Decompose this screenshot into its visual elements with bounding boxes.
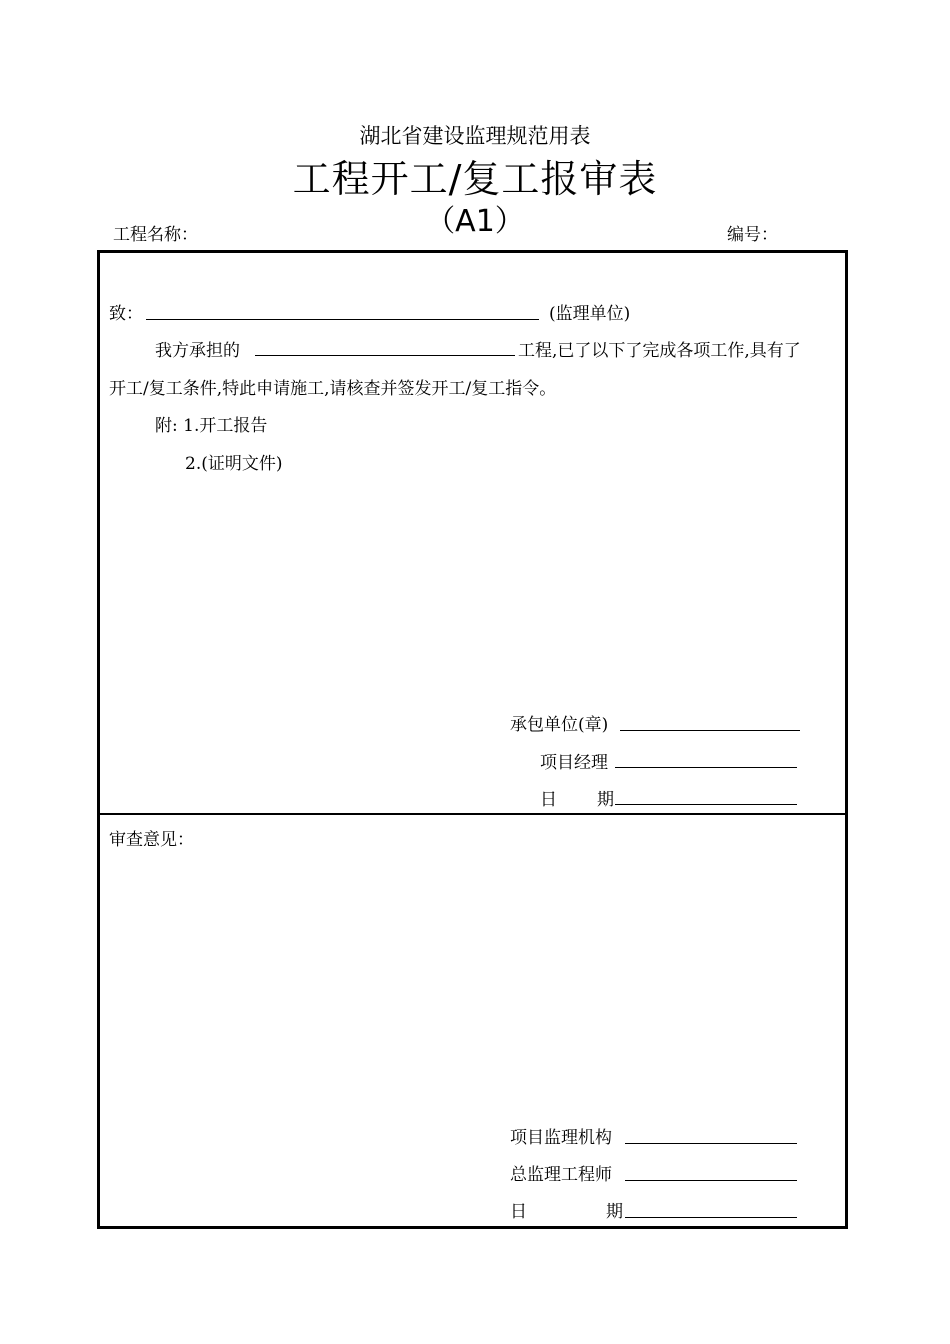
date-label-day: 日 <box>540 790 557 810</box>
form-title: 工程开工/复工报审表 <box>292 157 658 201</box>
number-label: 编号： <box>727 225 778 245</box>
project-manager-label: 项目经理 <box>540 753 608 773</box>
review-date-label-day: 日 <box>510 1202 527 1222</box>
attachment-2: 2.(证明文件) <box>185 454 283 474</box>
contractor-label: 承包单位(章) <box>510 715 609 735</box>
chief-engineer-field[interactable] <box>625 1180 797 1181</box>
project-manager-field[interactable] <box>615 767 797 768</box>
supervision-org-field[interactable] <box>625 1143 797 1144</box>
section-divider <box>100 813 845 815</box>
application-date-field[interactable] <box>615 804 797 805</box>
date-label-period: 期 <box>597 790 614 810</box>
attachment-1: 附: 1.开工报告 <box>155 416 268 436</box>
contractor-field[interactable] <box>620 730 800 731</box>
form-code: （A1） <box>425 204 525 239</box>
project-field[interactable] <box>255 355 515 356</box>
undertaken-prefix: 我方承担的 <box>155 341 240 361</box>
supervision-org-label: 项目监理机构 <box>510 1128 612 1148</box>
form-series-subtitle: 湖北省建设监理规范用表 <box>359 124 591 148</box>
supervision-unit-suffix: (监理单位) <box>549 304 631 324</box>
supervision-unit-field[interactable] <box>146 319 539 320</box>
conditions-line: 开工/复工条件,特此申请施工,请核查并签发开工/复工指令。 <box>109 379 557 399</box>
chief-engineer-label: 总监理工程师 <box>510 1165 612 1185</box>
undertaken-suffix: 工程,已了以下了完成各项工作,具有了 <box>518 341 801 361</box>
form-frame <box>97 250 848 1229</box>
project-name-label: 工程名称： <box>113 225 198 245</box>
review-date-field[interactable] <box>625 1217 797 1218</box>
to-label: 致： <box>109 304 143 324</box>
review-date-label-period: 期 <box>606 1202 623 1222</box>
review-opinion-label: 审查意见： <box>109 830 194 850</box>
